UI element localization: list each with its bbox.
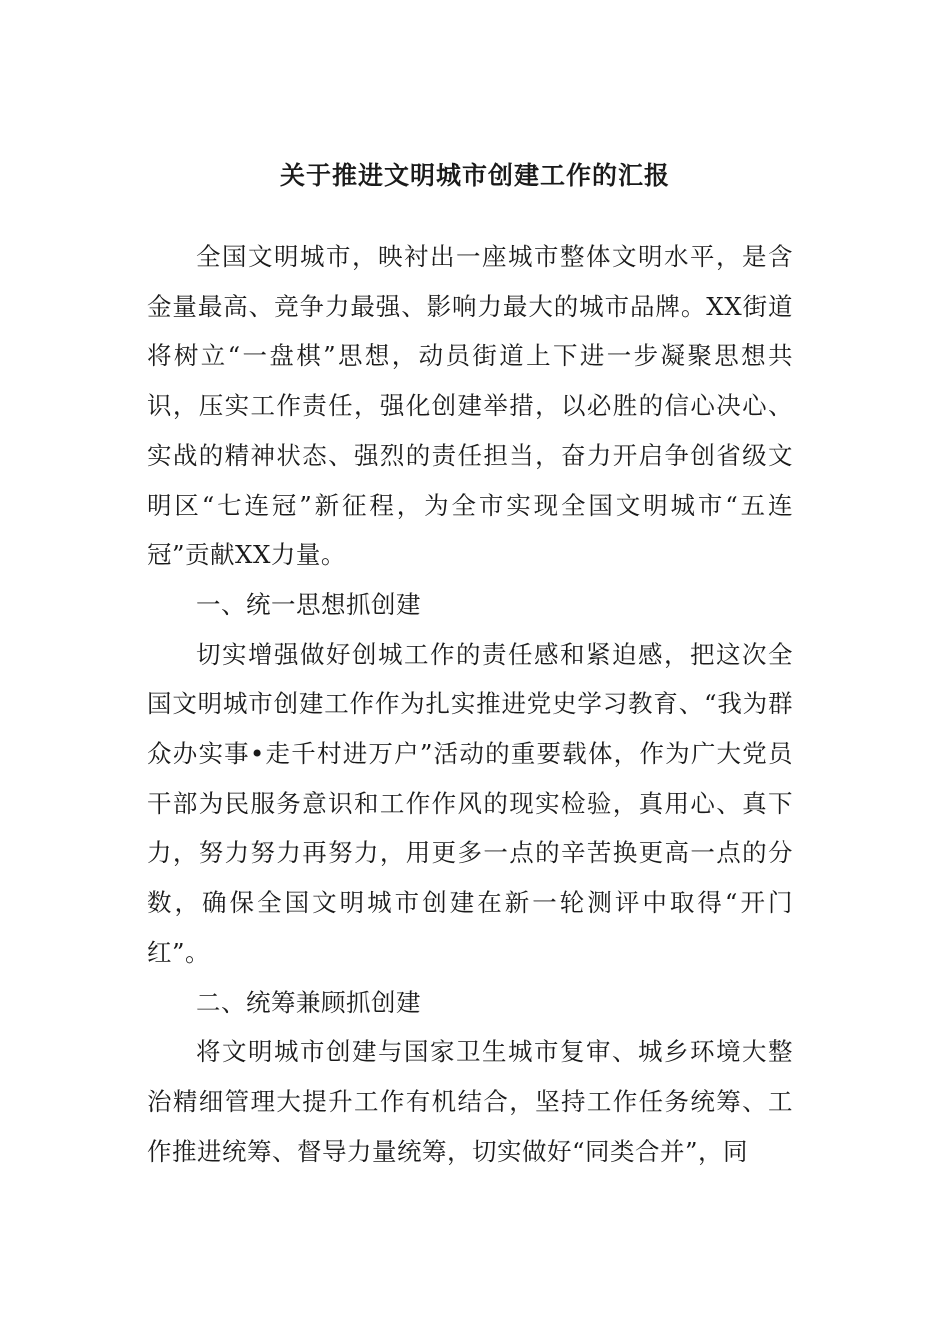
paragraph-section-2: 将文明城市创建与国家卫生城市复审、城乡环境大整治精细管理大提升工作有机结合，坚持工作任务统筹、工作推进统筹、督导力量统筹，切实做好“同类合并”，同 [147,1037,793,1166]
section-heading-1: 一、统一思想抓创建 [196,589,421,619]
document-body [147,232,793,1176]
section-heading-2: 二、统筹兼顾抓创建 [196,987,421,1017]
document-title: 关于推进文明城市创建工作的汇报 [279,161,670,190]
paragraph-intro: 全国文明城市，映衬出一座城市整体文明水平，是含金量最高、竞争力最强、影响力最大的城市品牌。XX街道将树立“一盘棋”思想，动员街道上下进一步凝聚思想共识，压实工作责任，强化创建举措，以必胜的信心决心、实战的精神状态、强烈的责任担当，奋力开启争创省级文明区“七连冠”新征程，为全市实现全国文明城市“五连冠”贡献XX力量。 [147,242,793,570]
paragraph-section-1: 切实增强做好创城工作的责任感和紧迫感，把这次全国文明城市创建工作作为扎实推进党史学习教育、“我为群众办实事•走千村进万户”活动的重要载体，作为广大党员干部为民服务意识和工作作风的现实检验，真用心、真下力，努力努力再努力，用更多一点的辛苦换更高一点的分数，确保全国文明城市创建在新一轮测评中取得“开门红”。 [147,639,793,967]
